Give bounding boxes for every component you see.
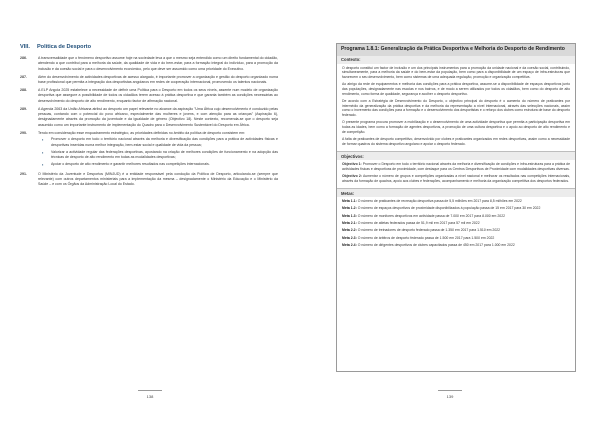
context-paragraph: Ao abrigo da rede de equipamentos e melhoria das condições para a prática desportiva, assume-se a disponibilidade de espaços desportivos junto das populações, designadamente nas escolas e nos bairros, e de modo a serem utilizados por todos os cidadãos, bem como do desporto de alto rendimento, como forma de qualidade, segurança e acolher o desporto desportivo.: [342, 82, 570, 96]
goal-text: O número de monitores desportivos em actividade passa de 7.000 em 2017 para 8.000 em 2022: [357, 213, 506, 218]
goal-item: [342, 228, 570, 233]
goals-label: Metas:: [337, 189, 575, 197]
section-heading: [20, 44, 91, 50]
context-label: Contexto:: [337, 56, 575, 64]
goal-text: O número de atletas federados passa de 51,9 mil em 2017 para 57 mil em 2022: [357, 221, 480, 225]
objective-label: Objectivo 1:: [342, 162, 362, 167]
goal-label: Meta 1.1:: [342, 199, 357, 204]
goal-item: [342, 214, 570, 219]
paragraph-text: O Ministério da Juventude e Desportos (MINJUD) é a entidade responsável pela condução da Política de Desporto, articulando-se (sempre que relevante) com outros departamentos ministeriais para a implementação da mesma – designadamente o Ministério da Educação e o Ministério da Saúde – e com os Órgãos da Administração Local do Estado.: [38, 171, 278, 187]
programme-title: Programa 1.8.1: Generalização da Prática Desportiva e Melhoria do Desporto de Rendimento: [337, 44, 575, 56]
paragraph-288: [20, 88, 278, 104]
goal-item: [342, 236, 570, 241]
paragraph-text: A transversalidade que o fenómeno desportivo assume hoje na sociedade leva a que o mesmo seja entendido como um direito fundamental do cidadão, atendendo a que contribui para a melhoria da saúde, da qualidade de vida e do bem-estar, para a formação integral do indivíduo, para a promoção da inclusão e da coesão social e para o desenvolvimento económico, pelo que deve ser assumido como uma prioridade do Executivo.: [38, 56, 278, 71]
paragraph-number: 290.: [20, 130, 27, 135]
page-number-right: 139: [438, 390, 462, 399]
bullet-icon: ▪: [42, 137, 44, 143]
goal-label: Meta 2.1:: [342, 221, 357, 225]
bullet-text: Valorizar a actividade regular das federações desportivas, apostando na criação de melhores condições de funcionamento e na adopção das técnicas de desporto de alto rendimento em todas as modalidades desportivas;: [51, 149, 278, 160]
context-paragraph: O presente programa procura promover a mobilização e o desenvolvimento de uma actividade desportiva que permita a participação desportiva em todas as idades, bem como a formação de agentes desportivos, a promoção de uma cultura desportiva e o apoio ao desporto de alto rendimento e de competição.: [342, 120, 570, 134]
paragraph-number: 291.: [20, 171, 27, 176]
objectives-text: [337, 160, 575, 188]
context-paragraph: O desporto constitui um factor de inclusão e um dos principais instrumentos para a promoção da unidade nacional e da coesão social, contribuindo, simultaneamente, para a melhoria da saúde e do bem-estar da população, bem como para a disponibilidade de um espaço de infra-estruturas que favorecem o seu desenvolvimento, bem como sistemas de uma adequada regulação, promoção e organização competitiva.: [342, 65, 570, 79]
paragraph-number: 289.: [20, 106, 27, 111]
paragraph-text: Tendo em consideração esse enquadramento estratégico, as prioridades definidas no âmbito da política de desporto consistem em:: [38, 130, 246, 135]
objectives-label: Objectivos:: [337, 152, 575, 160]
goal-label: Meta 1.3:: [342, 213, 357, 218]
section-number: VIII.: [20, 44, 30, 50]
paragraph-290: [20, 131, 278, 169]
paragraph-number: 286.: [20, 56, 27, 60]
objective-item: [342, 162, 570, 171]
goal-text: O número de treinadores de desporto federado passa de 1.350 em 2017 para 1.510 em 2022: [357, 228, 501, 233]
bullet-item: [42, 150, 278, 161]
goal-text: O número de praticantes de recreação desportiva passa de 5,5 milhões em 2017 para 8,5 milhões em 2022: [357, 199, 522, 204]
paragraph-289: [20, 107, 278, 128]
objective-text: Aumentar o número de grupos e competições organizadas a nível nacional e melhorar os resultados nas competições internacionais, através da formação de quadros, apoio aos clubes e federações, acompanhamento e melhoria da organização competitiva dos desportos federados.: [342, 174, 570, 183]
goal-label: Meta 2.3:: [342, 235, 357, 240]
goal-item: [342, 243, 570, 248]
bullet-item: [42, 162, 278, 167]
paragraph-text: Além do desenvolvimento de actividades desportivas de acesso alargado, é importante promover a organização e gestão do desporto organizado numa base profissional que permita a integração dos desportistas angolanos em redes de cooperação internacional, promovendo os talentos nacionais.: [38, 74, 278, 84]
goal-item: [342, 221, 570, 226]
objective-label: Objectivo 2:: [342, 174, 362, 179]
paragraph-286: [20, 56, 278, 72]
goal-text: O número de dirigentes desportivos de clubes capacitados passa de 450 em 2017 para 1.000 em 2022: [357, 242, 515, 247]
goal-label: Meta 2.4:: [342, 242, 357, 247]
page-number-left: 138: [138, 390, 162, 399]
goal-label: Meta 1.2:: [342, 206, 357, 211]
paragraph-text: A Agenda 2063 da União Africana atribui ao desporto um papel relevante no alcance da aspiração "Uma África cujo desenvolvimento é conduzido pelas pessoas, contando com o potencial do povo africano, especialmente das mulheres e jovens, e com atenção para as crianças" (Aspiração 6), designadamente através da promoção da juventude e da igualdade de género (Objectivo 18). Neste contexto, recomenda-se que o desporto seja assumido como um importante instrumento de implementação do Quadro para o Desenvolvimento Sustentável do Desporto em África.: [38, 106, 278, 127]
goal-text: O número de espaços desportivos de proximidade disponibilizados à população passa de 15 em 2017 para 30 em 2022: [357, 206, 541, 211]
programme-box: [336, 43, 576, 372]
goal-label: Meta 2.2:: [342, 228, 357, 233]
goals-text: [337, 197, 575, 252]
context-paragraph: A falta de praticantes de desporto competitivo, desenvolvido por clubes e praticantes organizados em redes desportivas, assim como a necessidade de formar quadros do sistema desportivo angolano e apoiar o desporto federado.: [342, 137, 570, 146]
section-title: Política de Desporto: [36, 44, 92, 50]
paragraph-text: A ELP Angola 2025 estabelece a necessidade de definir uma Política para o Desporto em todos os seus níveis, assente num modelo de organização desportiva que assegure a possibilidade de todos os cidadãos terem acesso à prática desportiva e que garanta também as condições necessárias ao desenvolvimento do desporto de alto rendimento, enquanto factor de afirmação nacional.: [38, 87, 278, 103]
context-text: [337, 64, 575, 152]
bullet-text: Promover o desporto em todo o território nacional através da melhoria e diversificação das condições para a prática de actividades físicas e desportivas inseridas numa melhor integração, bem-estar social e qualidade de vida da pessoa;: [51, 137, 278, 147]
paragraph-287: [20, 75, 278, 86]
goal-text: O número de árbitros de desporto federado passa de 1.500 em 2017 para 1.500 em 2022: [357, 235, 495, 240]
paragraph-number: 287.: [20, 74, 27, 79]
objective-text: Promover o Desporto em todo o território nacional através da melhoria e diversificação de condições e infra-estruturas para a prática de actividades físicas e desportivas de proximidade, com destaque para os Centros Desportivos de Proximidade com modalidades desportivas diversas.: [342, 162, 570, 171]
goal-item: [342, 206, 570, 211]
paragraph-list: [20, 56, 278, 190]
bullet-text: Apoiar o desporto de alto rendimento e garantir melhores resultados nas competições internacionais.: [51, 162, 210, 166]
bullet-icon: ▪: [42, 149, 44, 155]
paragraph-number: 288.: [20, 87, 27, 92]
bullet-item: [42, 137, 278, 148]
goal-item: [342, 199, 570, 204]
context-paragraph: De acordo com a Estratégia de Desenvolvimento do Desporto, o objectivo principal do desporto é o aumento do número de praticantes por intermédio da generalização da prática desportiva e da melhoria da representação a nível internacional, através das selecções nacionais, assim como o incremento das condições para a formação e o desenvolvimento dos desportistas e o reforço dos clubes como estrutura de base do desporto federado.: [342, 99, 570, 118]
paragraph-291: [20, 172, 278, 188]
bullet-icon: ▪: [42, 162, 44, 167]
objective-item: [342, 174, 570, 183]
